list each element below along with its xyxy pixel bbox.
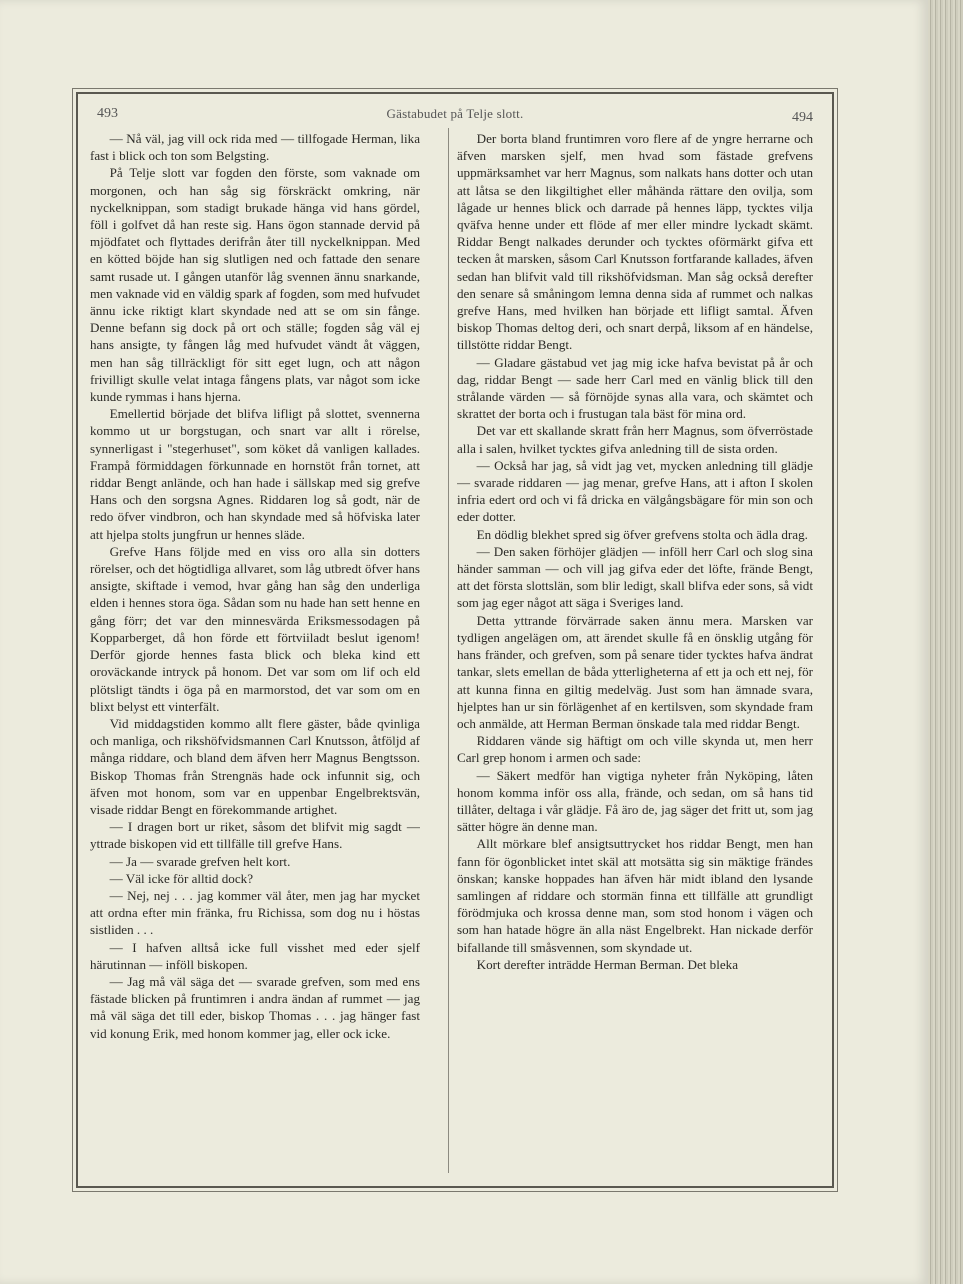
right-column (457, 130, 813, 1170)
paragraph: — Också har jag, så vidt jag vet, mycken anledning till glädje — svarade riddaren — jag menar, grefve Hans, att i afton I skolen infria edert ord och vi få dricka en välgångsbägare för min son och eder dotter. (457, 457, 813, 525)
paragraph: — I hafven alltså icke full visshet med eder sjelf härutinnan — inföll biskopen. (90, 939, 420, 972)
paragraph: Emellertid började det blifva lifligt på slottet, svennerna kommo ut ur borgstugan, och snart var allt i rörelse, synnerligast i "stegerhuset", som köket då vanligen kallades. Frampå förmiddagen förkunnade en hornstöt från tornet, att riddar Bengt anlände, och han hade i sällskap med sig grefve Hans och den sorgsna Agnes. Riddaren log så godt, när de redo öfver vindbron, och han skyndade med så höfviska later att hjelpa stolts jungfrun ur hennes släde. (90, 406, 420, 542)
paragraph: — Väl icke för alltid dock? (109, 870, 254, 886)
paragraph: Detta yttrande förvärrade saken ännu mera. Marsken var tydligen angelägen om, att ärendet skulle få en önsklig utgång för hans fränder, och grefven, som på senare tider tycktes hafva ändrat tankar, slets emellan de båda ytterligheterna af ett ja och ett nej, för att kunna finna en giltig medelväg. Just som han ämnade svara, hjelptes han ur sin förlägenhet af en kertilsven, som skyndade fram och anmälde, att Herman Berman önskade tala med riddar Bengt. (457, 612, 813, 731)
paragraph: — Nå väl, jag vill ock rida med — tillfogade Herman, lika fast i blick och ton som Belgsting. (90, 131, 420, 164)
paragraph: — I dragen bort ur riket, såsom det blifvit mig sagdt — yttrade biskopen vid ett tillfälle till grefve Hans. (90, 819, 420, 852)
paragraph: På Telje slott var fogden den förste, som vaknade om morgonen, och han såg sig förskräckt omkring, när nyckelknippan, som stadigt brukade hänga vid hans gördel, föll i golfvet då han reste sig. Hans ögon stannade dervid på mjödfatet och flyttades derifrån åter till nyckelknippan. Med en kötted böjde han sig slutligen ned och fattade den senare samt rusade ut. I gången utanför låg svennen ännu snarkande, men vaknade vid en väldig spark af fogden, som med hufvudet ännu icke riktigt klart skyndade ned att se om sin fånge. Denne befann sig dock på ort och ställe; fogden såg väl ej hans ansigte, ty fången låg med hufvudet vändt åt väggen, men han såg tillräckligt för sitt eget lugn, och att någon frivilligt skulle velat intaga fångens plats, var något som icke kunde rymmas i hans hjerna. (90, 165, 420, 405)
paragraph: Der borta bland fruntimren voro flere af de yngre herrarne och äfven marsken sjelf, men hvad som fästade grefvens uppmärksamhet var herr Magnus, som nalkats hans dotter och utan att låtsa se den likgiltighet eller måhända rättare den ovilja, som lågade ur hennes blick och darrade på hennes läpp, tycktes vilja qväfva henne under ett flöde af mer eller mindre lyckadt skämt. Riddar Bengt nalkades derunder och tycktes oförmärkt gifva ett tecken åt marsken, såsom Carl Knutsson fortfarande kallades, äfven sedan han blifvit vald till rikshöfvidsman. Man såg också derefter den senare så småningom lemna denna sida af rummet och nalkas grefve Hans, med hvilken han började ett lifligt samtal. Äfven biskop Thomas deltog deri, och snart derpå, liksom af en händelse, tillstötte riddar Bengt. (457, 131, 813, 353)
paragraph: Grefve Hans följde med en viss oro alla sin dotters rörelser, och det högtidliga allvaret, som låg utbredt öfver hans ansigte, skiftade i vemod, hvar gång han såg den underliga elden i hennes stora öga. Sådan som nu hade han sett henne en gång förr; det var den minnesvärda Eriksmessodagen på Kopparberget, då hon förde ett förtviiladt beslut igenom! Derför gjorde hennes fasta blick och bleka kind ett oroväckande intryck på honom. Det var som om lif och eld plötsligt tändts i öga på en marmorstod, det var som om en blixt belyst ett vinterfält. (90, 543, 420, 714)
right-page-number: 494 (792, 110, 813, 125)
paragraph: Kort derefter inträdde Herman Berman. Det bleka (476, 956, 739, 972)
paragraph: — Den saken förhöjer glädjen — inföll herr Carl och slog sina händer samman — och vill jag gifva eder det löfte, frände Bengt, att det första slottslän, som blir ledigt, skall blifva eder sons, så vidt som jag eger något att säga i Sveriges land. (457, 543, 813, 611)
paragraph: Allt mörkare blef ansigtsuttrycket hos riddar Bengt, men han fann för ögonblicket intet skäl att motsätta sig sin mäktige frändes önskan; kanske hoppades han äfven här midt ibland den lysande samlingen af riddare och stormän finna ett tillfälle att grundligt förödmjuka och krossa denne man, som stod honom i vägen och som han hatade högre än alla näst Engelbrekt. Han nickade derför bifallande till småsvennen, som skyndade ut. (457, 836, 813, 955)
paragraph: — Ja — svarade grefven helt kort. (109, 853, 291, 869)
running-head: Gästabudet på Telje slott. (386, 106, 524, 121)
paragraph: Vid middagstiden kommo allt flere gäster, både qvinliga och manliga, och rikshöfvidsmannen Carl Knutsson, åtföljd af många riddare, och bland dem äfven herr Magnus Bengtsson. Biskop Thomas från Strengnäs hade ock infunnit sig, och äfven mot honom, som var en uppenbar Engelbrektsvän, visade riddar Bengt en förekommande artighet. (90, 715, 420, 817)
column-divider (448, 128, 449, 1173)
paragraph: Riddaren vände sig häftigt om och ville skynda ut, men herr Carl grep honom i armen och sade: (457, 733, 813, 766)
page-edges (928, 0, 963, 1284)
paragraph: En dödlig blekhet spred sig öfver grefvens stolta och ädla drag. (476, 526, 808, 542)
paragraph: — Nej, nej . . . jag kommer väl åter, men jag har mycket att ordna efter min fränka, fru Richissa, som dog nu i höstas sistliden . . . (90, 887, 420, 938)
paragraph: — Gladare gästabud vet jag mig icke hafva bevistat på år och dag, riddar Bengt — sade herr Carl med en vänlig blick till den strålande värden — så förnöjde synas alla vara, och skämtet och skrattet der borta och i frustugan tala bäst för mina ord. (457, 354, 813, 422)
paragraph: — Jag må väl säga det — svarade grefven, som med ens fästade blicken på fruntimren i andra ändan af rummet — jag må väl säga det till eder, biskop Thomas . . . jag hänger fast vid konung Erik, med honom kommer jag, eller ock icke. (90, 973, 420, 1041)
paragraph: Det var ett skallande skratt från herr Magnus, som öfverröstade alla i salen, hvilket tycktes gifva anledning till de sista orden. (457, 423, 813, 456)
left-column (90, 130, 420, 1170)
page-header (97, 104, 813, 124)
paragraph: — Säkert medför han vigtiga nyheter från Nyköping, låten honom komma inför oss alla, frände, och sedan, om så hans tid tillåter, deltaga i vår glädje. Få äro de, jag säger det fritt ut, som jag sätter högre än denne man. (457, 767, 813, 835)
left-page-number: 493 (97, 106, 118, 121)
